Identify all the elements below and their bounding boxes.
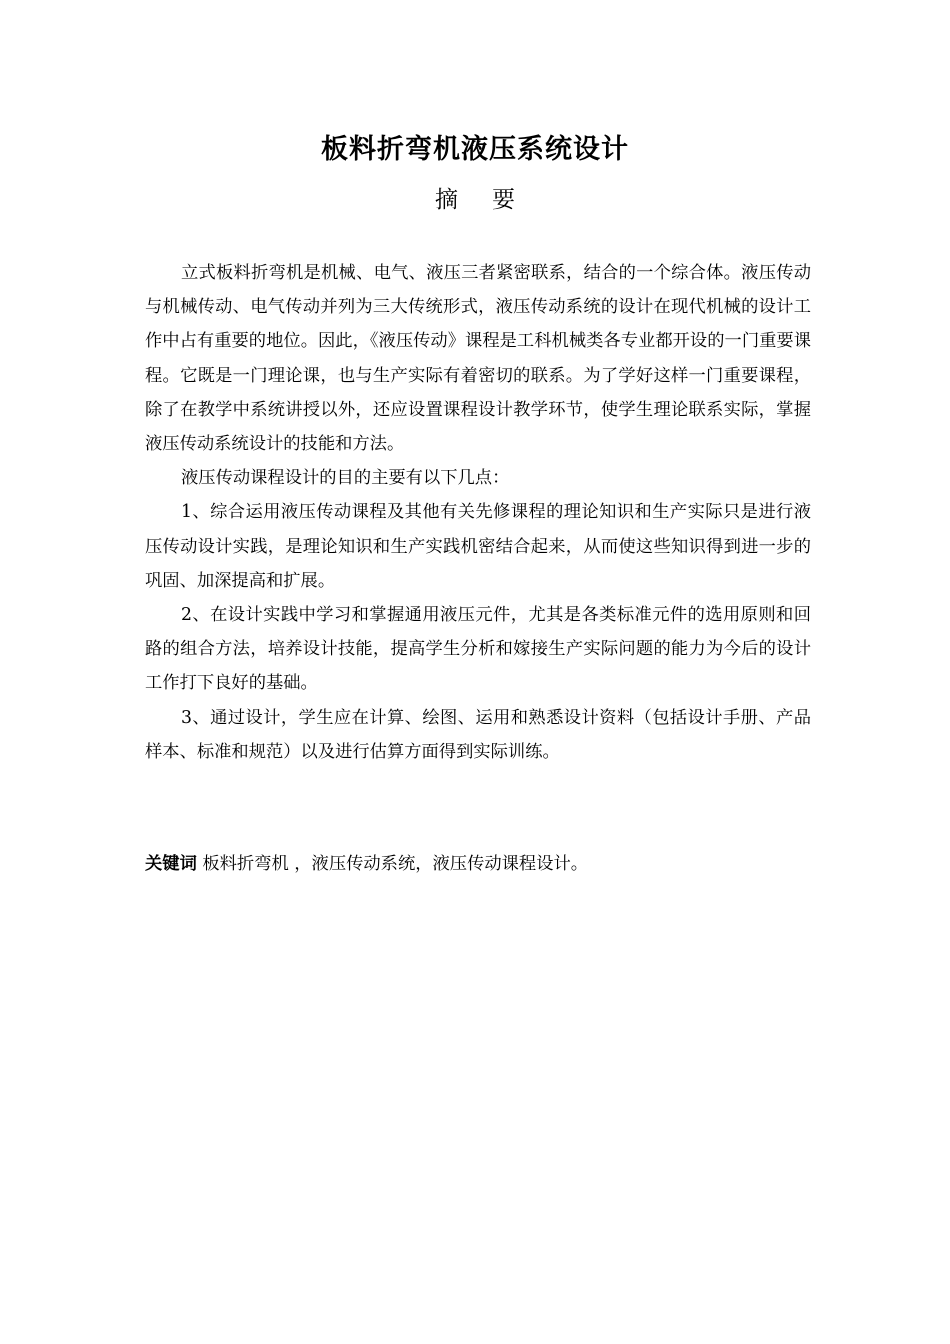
keywords-label: 关键词 (145, 854, 197, 874)
abstract-paragraph-point-2: 2、在设计实践中学习和掌握通用液压元件，尤其是各类标准元件的选用原则和回路的组合方法，培养设计技能，提高学生分析和嫁接生产实际问题的能力为今后的设计工作打下良好的基础。 (145, 605, 811, 694)
abstract-paragraph-intro: 立式板料折弯机是机械、电气、液压三者紧密联系，结合的一个综合体。液压传动与机械传动、电气传动并列为三大传统形式，液压传动系统的设计在现代机械的设计工作中占有重要的地位。因此，《液压传动》课程是工科机械类各专业都开设的一门重要课程。它既是一门理论课，也与生产实际有着密切的联系。为了学好这样一门重要课程，除了在教学中系统讲授以外，还应设置课程设计教学环节，使学生理论联系实际，掌握液压传动系统设计的技能和方法。 (145, 263, 811, 455)
keywords-text: 板料折弯机 ，液压传动系统，液压传动课程设计。 (196, 854, 589, 874)
abstract-heading-char-1: 摘 (435, 187, 458, 213)
keywords-line (145, 847, 811, 881)
abstract-heading (0, 183, 950, 217)
abstract-paragraph-purpose: 液压传动课程设计的目的主要有以下几点： (181, 468, 510, 489)
abstract-paragraph-point-3: 3、通过设计，学生应在计算、绘图、运用和熟悉设计资料（包括设计手册、产品样本、标准和规范）以及进行估算方面得到实际训练。 (145, 707, 811, 762)
abstract-heading-char-2: 要 (492, 187, 515, 213)
abstract-paragraph-point-1: 1、综合运用液压传动课程及其他有关先修课程的理论知识和生产实际只是进行液压传动设计实践，是理论知识和生产实践机密结合起来，从而使这些知识得到进一步的巩固、加深提高和扩展。 (145, 502, 811, 591)
abstract-body (145, 256, 811, 769)
document-title: 板料折弯机液压系统设计 (321, 134, 629, 165)
